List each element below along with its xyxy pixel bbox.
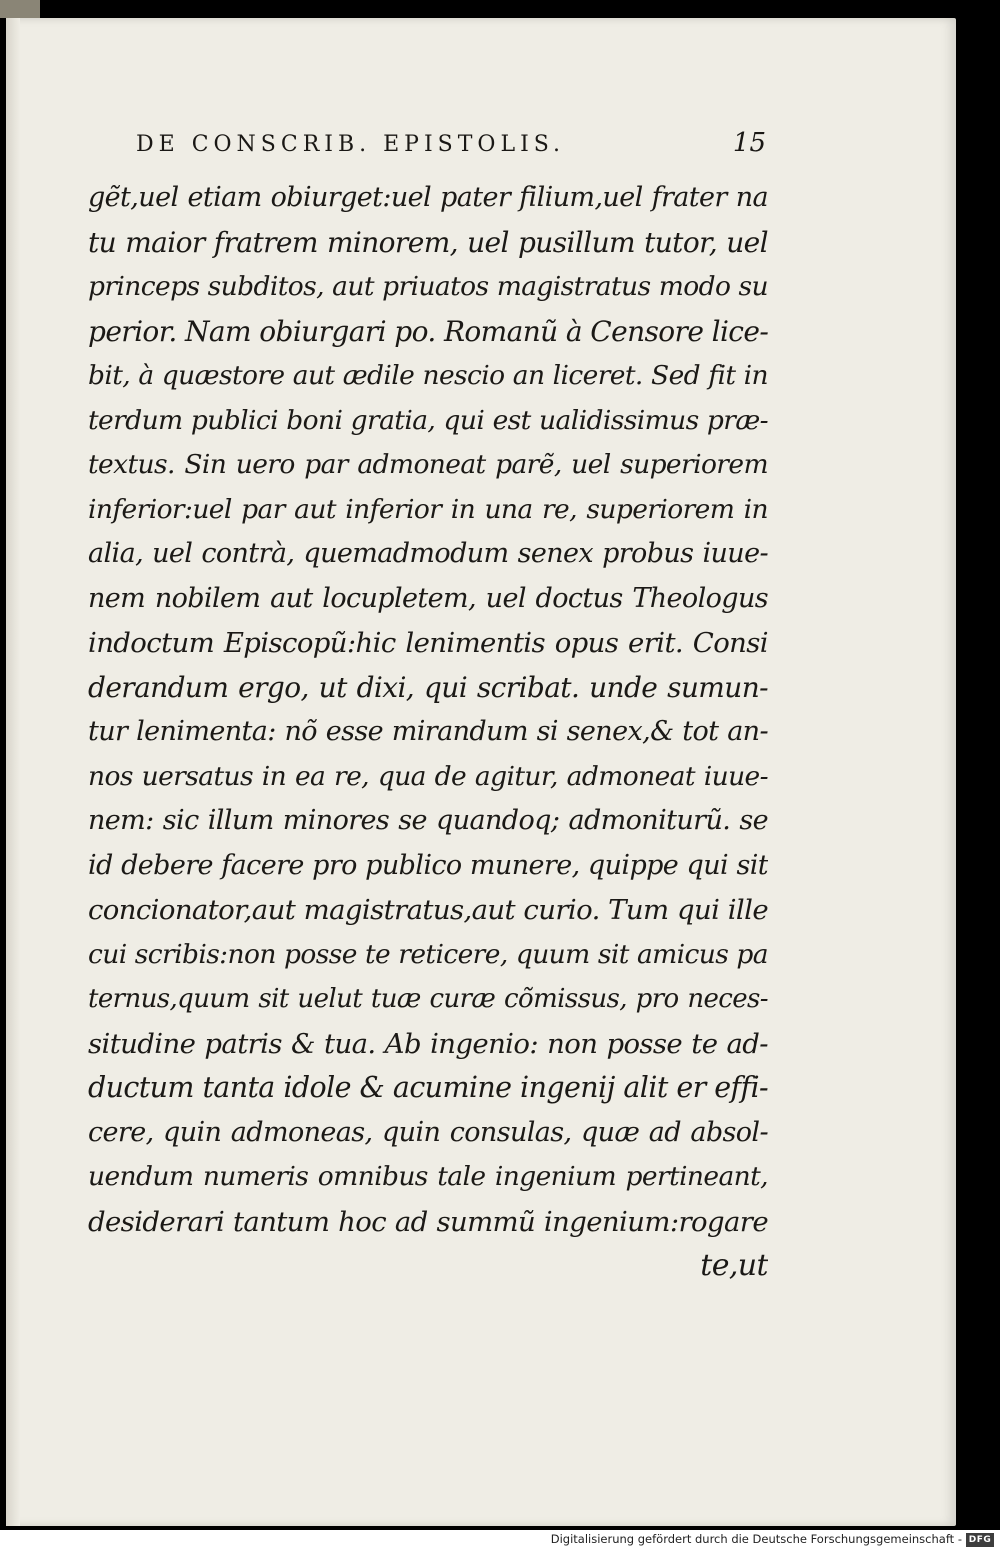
text-line: nem nobilem aut locupletem, uel doctus Theologus (88, 582, 768, 614)
text-line: derandum ergo, ut dixi, qui scribat. unde sumun- (88, 670, 768, 704)
text-line: concionator,aut magistratus,aut curio. Tum qui ille (88, 894, 768, 926)
text-line: id debere facere pro publico munere, quippe qui sit (88, 849, 768, 881)
running-head (136, 128, 766, 168)
body-text (88, 176, 768, 1289)
book-page (6, 18, 956, 1526)
funding-credit: Digitalisierung gefördert durch die Deutsche Forschungsgemeinschaft - (550, 1532, 962, 1546)
catchword: te,ut (700, 1248, 768, 1283)
page-edge-shadow (6, 18, 20, 1526)
running-head-title: DE CONSCRIB. EPISTOLIS. (136, 132, 566, 157)
text-line: cui scribis:non posse te reticere, quum sit amicus pa (88, 938, 768, 970)
text-line: princeps subditos, aut priuatos magistratus modo su (88, 271, 768, 302)
text-line: situdine patris & tua. Ab ingenio: non posse te ad- (88, 1027, 768, 1060)
text-line: ductum tanta idole & acumine ingenij alit er effi- (88, 1071, 768, 1104)
text-line: perior. Nam obiurgari po. Romanũ à Censore lice- (88, 314, 768, 348)
text-line: cere, quin admoneas, quin consulas, quæ ad absol- (88, 1116, 768, 1148)
text-line: nem: sic illum minores se quandoq; admoniturũ. se (88, 805, 768, 836)
text-line: inferior:uel par aut inferior in una re, superiorem in (88, 493, 768, 525)
text-line: bit, à quæstore aut ædile nescio an liceret. Sed fit in (88, 360, 768, 391)
text-line: desiderari tantum hoc ad summũ ingenium:rogare (88, 1205, 768, 1238)
page-number: 15 (732, 128, 766, 158)
text-line: textus. Sin uero par admoneat parẽ, uel superiorem (88, 449, 768, 480)
page-corner (0, 0, 40, 18)
dfg-logo-icon: DFG (966, 1533, 994, 1547)
text-line: uendum numeris omnibus tale ingenium pertineant, (88, 1161, 768, 1192)
text-line: alia, uel contrà, quemadmodum senex probus iuue- (88, 538, 768, 569)
text-line: ternus,quum sit uelut tuæ curæ cõmissus, pro neces- (88, 984, 768, 1014)
text-line: nos uersatus in ea re, qua de agitur, admoneat iuue- (88, 760, 768, 792)
text-line: tu maior fratrem minorem, uel pusillum tutor, uel (88, 225, 768, 259)
text-line: indoctum Episcopũ:hic lenimentis opus erit. Consi (88, 627, 768, 659)
text-line: terdum publici boni gratia, qui est ualidissimus præ- (88, 404, 768, 436)
text-line: gẽt,uel etiam obiurget:uel pater filium,uel frater na (88, 182, 768, 213)
footer-bar (0, 1530, 1000, 1551)
text-line: tur lenimenta: nõ esse mirandum si senex,& tot an- (88, 716, 768, 747)
